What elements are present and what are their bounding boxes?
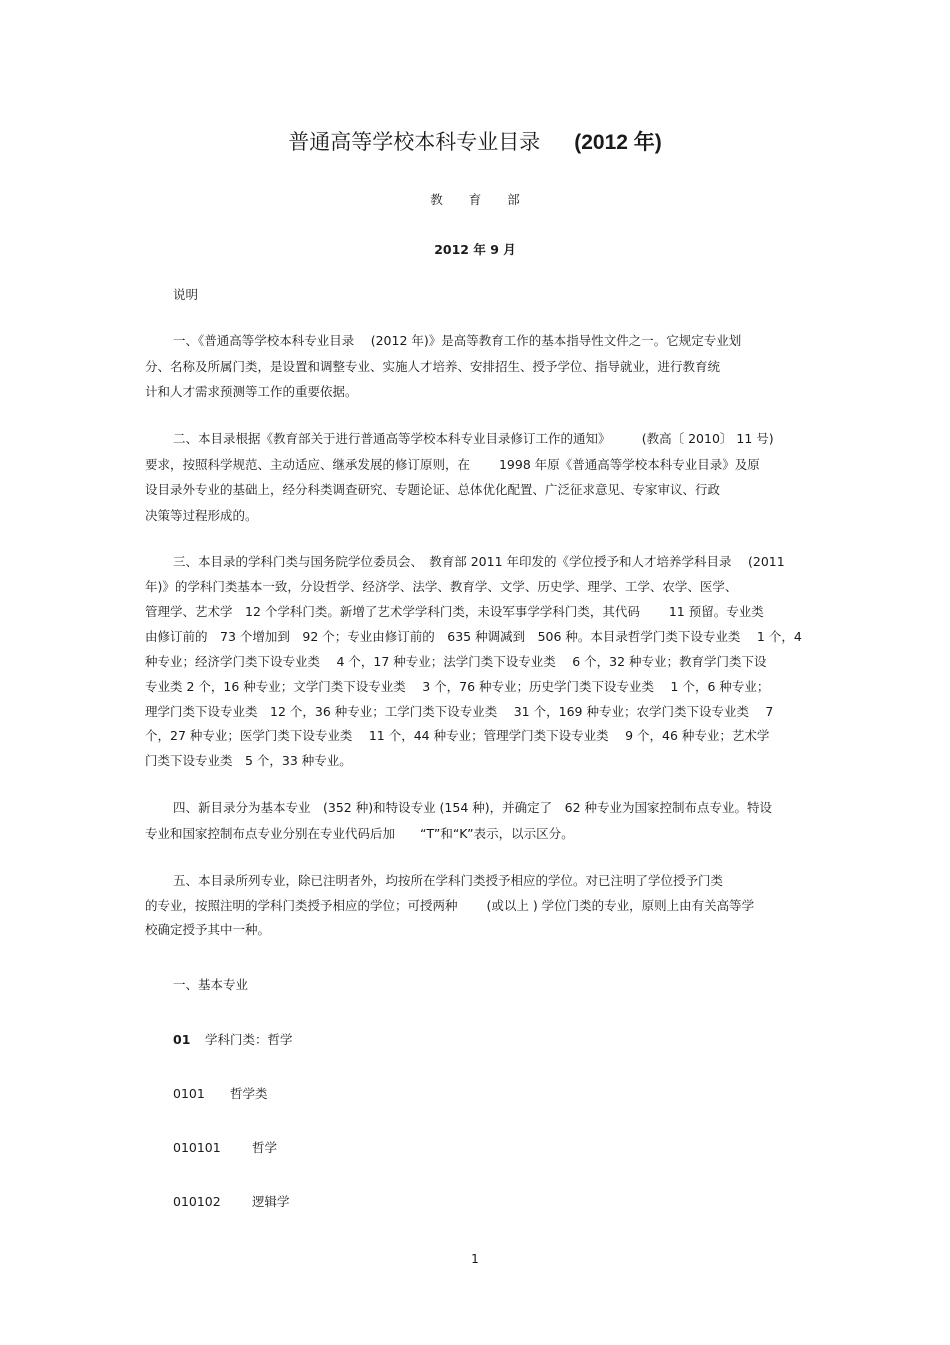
- paragraph-5-line-2: 的专业，按照注明的学科门类授予相应的学位；可授两种 (或以上 ) 学位门类的专业，原则上由有关高等学: [145, 898, 755, 913]
- title-main: 普通高等学校本科专业目录: [288, 130, 541, 154]
- paragraph-3-line-9: 门类下设专业类 5 个，33 种专业。: [145, 753, 352, 768]
- notes-heading: 说明: [173, 287, 199, 302]
- paragraph-2-line-1: 二、本目录根据《教育部关于进行普通高等学校本科专业目录修订工作的通知》 (教高〔 2010〕 11 号): [173, 431, 774, 446]
- discipline-label: 学科门类：哲学: [205, 1032, 293, 1047]
- title-year: (2012 年): [574, 131, 662, 154]
- issue-date: 2012 年 9 月: [434, 242, 516, 257]
- paragraph-2-line-4: 决策等过程形成的。: [145, 508, 258, 523]
- paragraph-3-line-5: 种专业；经济学门类下设专业类 4 个，17 种专业；法学门类下设专业类 6 个，32 种专业；教育学门类下设: [145, 654, 767, 669]
- major-code: 010102: [173, 1194, 221, 1209]
- paragraph-3-line-1: 三、本目录的学科门类与国务院学位委员会、 教育部 2011 年印发的《学位授予和人才培养学科目录 (2011: [173, 554, 785, 569]
- paragraph-3-line-8: 个，27 种专业；医学门类下设专业类 11 个，44 种专业；管理学门类下设专业类 9 个，46 种专业；艺术学: [145, 728, 770, 743]
- issuer: 教育部: [430, 192, 546, 207]
- category-entry: [173, 1085, 268, 1103]
- discipline-code: 01: [173, 1032, 191, 1047]
- paragraph-4-line-1: 四、新目录分为基本专业 (352 种)和特设专业 (154 种)，并确定了 62 种专业为国家控制布点专业。特设: [173, 800, 773, 815]
- category-label: 哲学类: [230, 1086, 268, 1101]
- paragraph-3-line-6: 专业类 2 个，16 种专业；文学门类下设专业类 3 个，76 种专业；历史学门类下设专业类 1 个，6 种专业；: [145, 679, 770, 694]
- paragraph-3-line-3: 管理学、艺术学 12 个学科门类。新增了艺术学学科门类，未设军事学学科门类，其代码 11 预留。专业类: [145, 604, 764, 619]
- paragraph-3-line-4: 由修订前的 73 个增加到 92 个；专业由修订前的 635 种调减到 506 种。本目录哲学门类下设专业类 1 个，4: [145, 629, 802, 644]
- major-code: 010101: [173, 1140, 221, 1155]
- major-entry: [173, 1193, 290, 1211]
- paragraph-2-line-2: 要求，按照科学规范、主动适应、继承发展的修订原则，在 1998 年原《普通高等学校本科专业目录》及原: [145, 457, 760, 472]
- paragraph-1-line-2: 分、名称及所属门类，是设置和调整专业、实施人才培养、安排招生、授予学位、指导就业，进行教育统: [145, 359, 721, 374]
- paragraph-4-line-2: 专业和国家控制布点专业分别在专业代码后加 “T”和“K”表示，以示区分。: [145, 826, 574, 841]
- paragraph-5-line-1: 五、本目录所列专业，除已注明者外，均按所在学科门类授予相应的学位。对已注明了学位授予门类: [173, 873, 724, 888]
- paragraph-2-line-3: 设目录外专业的基础上，经分科类调查研究、专题论证、总体优化配置、广泛征求意见、专家审议、行政: [145, 482, 721, 497]
- section-heading: 一、基本专业: [173, 977, 249, 992]
- paragraph-5-line-3: 校确定授予其中一种。: [145, 922, 271, 937]
- paragraph-3-line-2: 年)》的学科门类基本一致，分设哲学、经济学、法学、教育学、文学、历史学、理学、工学、农学、医学、: [145, 579, 738, 594]
- category-code: 0101: [173, 1086, 205, 1101]
- major-label: 哲学: [252, 1140, 278, 1155]
- discipline-entry: [173, 1031, 293, 1049]
- paragraph-1-line-1: 一、《普通高等学校本科专业目录 (2012 年)》是高等教育工作的基本指导性文件之一。它规定专业划: [173, 333, 742, 348]
- paragraph-1-line-3: 计和人才需求预测等工作的重要依据。: [145, 384, 358, 399]
- document-title: [0, 128, 950, 157]
- paragraph-3-line-7: 理学门类下设专业类 12 个，36 种专业；工学门类下设专业类 31 个，169 种专业；农学门类下设专业类 7: [145, 704, 774, 719]
- major-entry: [173, 1139, 277, 1157]
- page-number: 1: [471, 1252, 479, 1266]
- major-label: 逻辑学: [252, 1194, 290, 1209]
